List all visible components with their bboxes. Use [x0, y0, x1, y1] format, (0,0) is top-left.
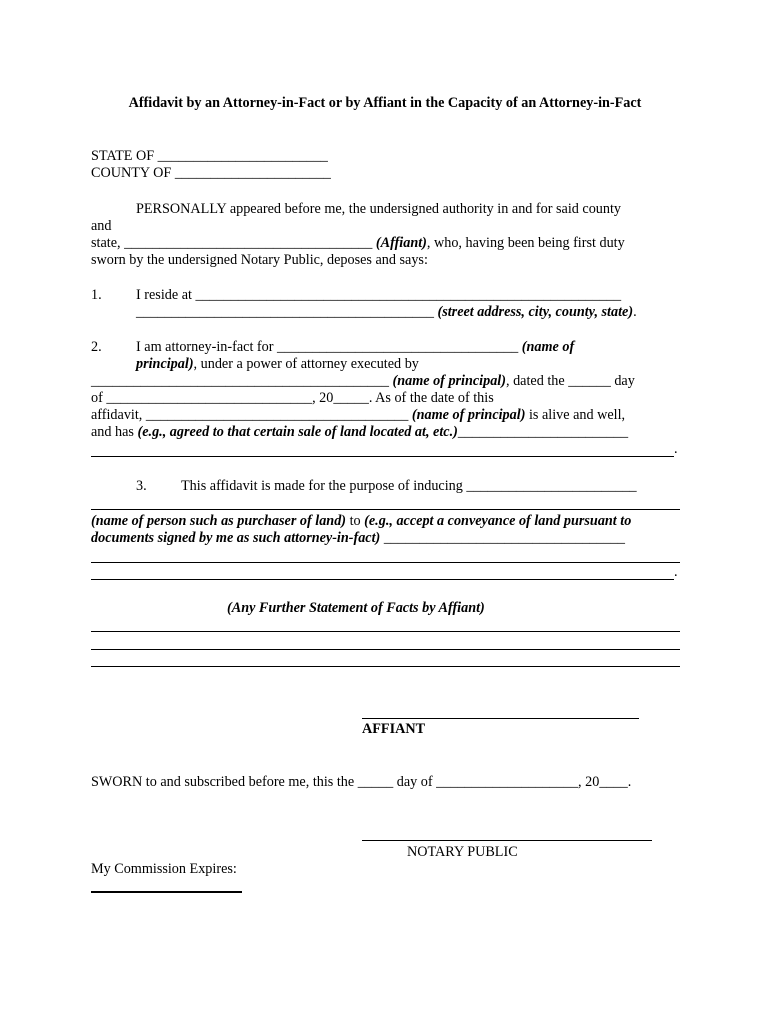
document-title: Affidavit by an Attorney-in-Fact or by Affiant in the Capacity of an Attorney-in-Fact	[128, 95, 642, 111]
blank-line[interactable]	[91, 456, 674, 457]
documents-label: documents signed by me as such attorney-in-fact)	[91, 530, 381, 546]
item-1-number: 1.	[91, 287, 102, 303]
address-label: (street address, city, county, state)	[437, 304, 634, 320]
period: .	[674, 564, 678, 580]
period: .	[674, 441, 678, 457]
affiant-label-signature: AFFIANT	[362, 721, 426, 737]
intro-line-1: PERSONALLY appeared before me, the undersigned authority in and for said county	[136, 201, 622, 217]
blank-line[interactable]	[91, 666, 680, 667]
date-line[interactable]: of _____________________________, 20_____. As of the date of this	[91, 390, 494, 406]
item-2-line-2: principal), under a power of attorney executed by	[136, 356, 419, 372]
sale-label: (e.g., agreed to that certain sale of land located at, etc.)	[137, 424, 458, 440]
affiant-name-blank[interactable]: state, ___________________________________	[91, 235, 376, 251]
state-of-line[interactable]: STATE OF ________________________	[91, 148, 328, 164]
item-2-line-3	[91, 373, 635, 390]
item-2-line-5: affidavit, _____________________________________ (name of principal) is alive and well,	[91, 407, 626, 423]
documents-blank[interactable]: __________________________________	[380, 530, 625, 546]
blank-line[interactable]	[91, 562, 680, 563]
address-blank[interactable]: __________________________________________	[136, 304, 438, 320]
sworn-line[interactable]: SWORN to and subscribed before me, this the _____ day of ____________________, 20____.	[91, 774, 632, 790]
principal-alive-blank[interactable]: affidavit, _____________________________________	[91, 407, 412, 423]
item-3-line-2: (name of person such as purchaser of land) to (e.g., accept a conveyance of land pursuant to	[91, 513, 632, 529]
intro-line-3: state, ___________________________________ (Affiant), who, having been being first duty	[91, 235, 625, 251]
dated-day-blank[interactable]: , dated the ______ day	[505, 373, 635, 389]
item-2-number: 2.	[91, 339, 102, 355]
intro-line-2: and	[91, 218, 112, 234]
inducing-line[interactable]: This affidavit is made for the purpose of inducing ________________________	[181, 478, 637, 494]
commission-date-line[interactable]	[91, 891, 242, 893]
further-statement-heading: (Any Further Statement of Facts by Affiant)	[227, 600, 485, 616]
notary-signature-line[interactable]	[362, 840, 652, 841]
name-of-principal-label: (name of principal)	[392, 373, 506, 389]
name-of-principal-label-2: (name of principal)	[411, 407, 526, 423]
county-of-line[interactable]: COUNTY OF ______________________	[91, 165, 331, 181]
intro-line-4: sworn by the undersigned Notary Public, deposes and says:	[91, 252, 428, 268]
principal-blank[interactable]: I am attorney-in-fact for __________________________________	[136, 339, 522, 355]
residence-line-2: __________________________________________ (street address, city, county, state).	[136, 304, 637, 320]
blank-line[interactable]	[91, 631, 680, 632]
commission-expires-label: My Commission Expires:	[91, 861, 237, 877]
item-2-line-1	[136, 339, 574, 356]
person-label: (name of person such as purchaser of land)	[91, 513, 347, 529]
name-of-label: (name of	[521, 339, 575, 355]
blank-line[interactable]	[91, 579, 674, 580]
executor-blank[interactable]: __________________________________________	[91, 373, 393, 389]
accept-label: (e.g., accept a conveyance of land pursuant to	[364, 513, 632, 529]
principal-label: principal)	[136, 356, 194, 372]
item-3-number: 3.	[136, 478, 147, 494]
blank-line[interactable]	[91, 649, 680, 650]
item-2-line-6: and has (e.g., agreed to that certain sale of land located at, etc.)________________________	[91, 424, 629, 440]
item-3-line-3	[91, 530, 625, 547]
blank-line[interactable]	[91, 509, 680, 510]
affiant-signature-line[interactable]	[362, 718, 639, 719]
residence-line[interactable]: I reside at ____________________________________________________________	[136, 287, 622, 303]
notary-public-label: NOTARY PUBLIC	[407, 844, 518, 860]
affiant-label: (Affiant)	[375, 235, 427, 251]
sale-blank[interactable]: ________________________	[457, 424, 629, 440]
